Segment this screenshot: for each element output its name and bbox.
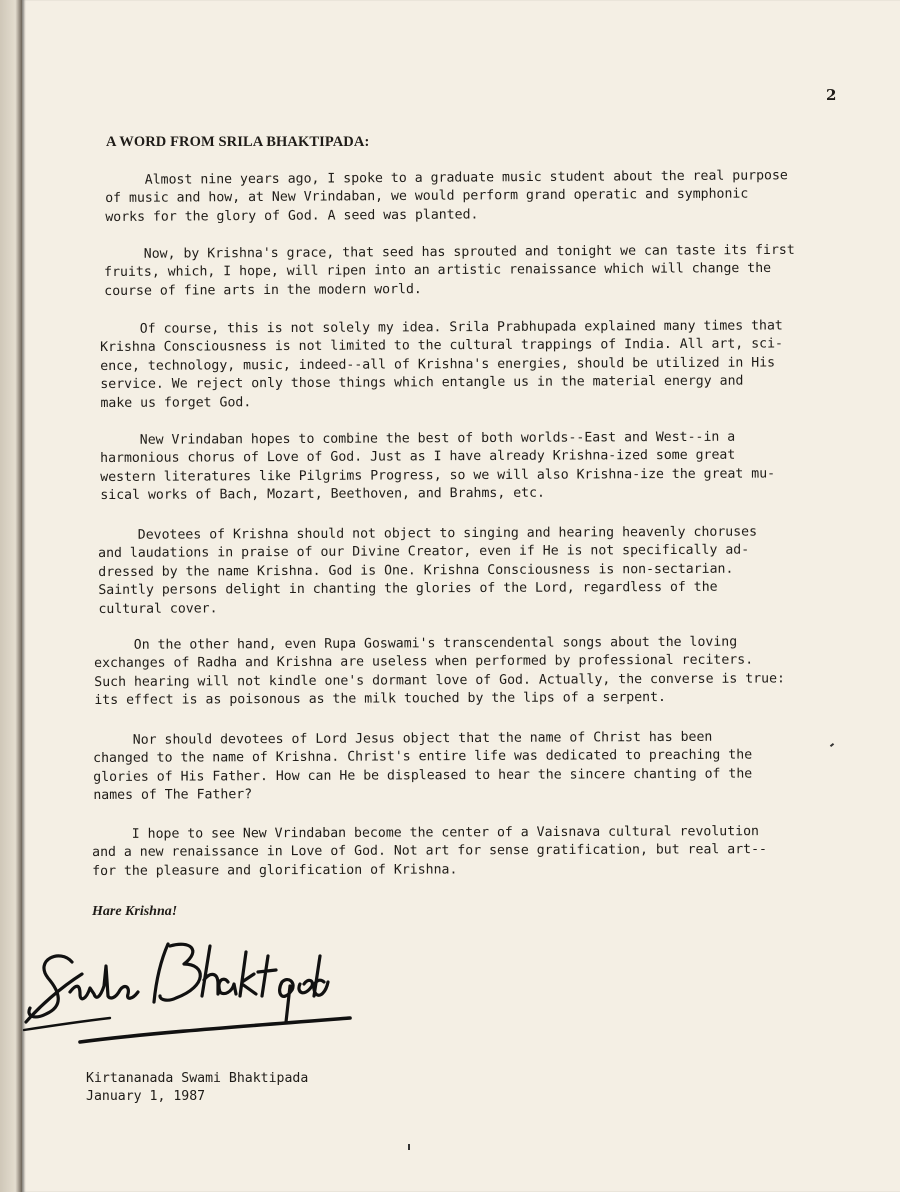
paragraph-1 xyxy=(105,167,788,227)
paragraph-7 xyxy=(93,729,752,806)
paragraph-8 xyxy=(92,823,767,881)
closing-salutation: Hare Krishna! xyxy=(92,904,178,919)
signatory-date: January 1, 1987 xyxy=(86,1089,206,1104)
text-line: for the pleasure and glorification of Krishna. xyxy=(92,862,458,879)
text-line: exchanges of Radha and Krishna are useless when performed by professional reciters. xyxy=(94,652,754,672)
text-line: western literatures like Pilgrims Progress, so we will also Krishna-ize the great mu- xyxy=(100,466,776,485)
text-line: Saintly persons delight in chanting the glories of the Lord, regardless of the xyxy=(98,579,718,599)
text-line: ence, technology, music, indeed--all of Krishna's energies, should be utilized in His xyxy=(100,355,776,374)
text-line: course of fine arts in the modern world. xyxy=(104,281,422,299)
text-line: Such hearing will not kindle one's dormant love of God. Actually, the converse is true: xyxy=(94,671,786,690)
text-line: its effect is as poisonous as the milk touched by the lips of a serpent. xyxy=(94,690,667,709)
text-line: dressed by the name Krishna. God is One. Krishna Consciousness is non-sectarian. xyxy=(98,561,734,580)
text-line: New Vrindaban hopes to combine the best of both worlds--East and West--in a xyxy=(100,429,736,448)
text-line: sical works of Bach, Mozart, Beethoven, and Brahms, etc. xyxy=(100,485,545,504)
text-line: Devotees of Krishna should not object to singing and hearing heavenly choruses xyxy=(98,524,758,543)
text-line: service. We reject only those things which entangle us in the material energy and xyxy=(100,373,744,393)
handwritten-signature xyxy=(20,926,380,1056)
text-line: fruits, which, I hope, will ripen into an artistic renaissance which will change the xyxy=(104,261,772,281)
text-line: Nor should devotees of Lord Jesus object that the name of Christ has been xyxy=(93,729,713,748)
text-line: glories of His Father. How can He be displeased to hear the sincere chanting of the xyxy=(93,766,753,785)
text-line: and laudations in praise of our Divine Creator, even if He is not specifically ad- xyxy=(98,542,750,562)
text-line: works for the glory of God. A seed was planted. xyxy=(105,207,479,225)
text-line: names of The Father? xyxy=(93,787,253,804)
text-line: and a new renaissance in Love of God. Not art for sense gratification, but real art-- xyxy=(92,842,768,861)
text-line: Of course, this is not solely my idea. Srila Prabhupada explained many times that xyxy=(100,318,783,337)
text-line: I hope to see New Vrindaban become the center of a Vaisnava cultural revolution xyxy=(92,824,759,842)
text-line: Now, by Krishna's grace, that seed has sprouted and tonight we can taste its first xyxy=(104,242,795,262)
text-line: harmonious chorus of Love of God. Just as I have already Krishna-ized some great xyxy=(100,448,736,467)
text-line: cultural cover. xyxy=(98,601,218,617)
paragraph-4 xyxy=(100,428,775,505)
signatory-name: Kirtananada Swami Bhaktipada xyxy=(86,1071,309,1086)
text-line: make us forget God. xyxy=(100,394,252,411)
paragraph-2 xyxy=(104,242,795,301)
text-line: On the other hand, even Rupa Goswami's transcendental songs about the loving xyxy=(94,634,738,653)
paragraph-6 xyxy=(94,633,785,710)
stray-mark xyxy=(408,1144,410,1150)
heading: A WORD FROM SRILA BHAKTIPADA: xyxy=(106,134,370,150)
page-edge xyxy=(0,0,22,1192)
page-number: 2 xyxy=(826,86,837,104)
paragraph-3 xyxy=(100,317,783,413)
paragraph-5 xyxy=(98,524,757,619)
text-line: changed to the name of Krishna. Christ's entire life was dedicated to preaching the xyxy=(93,747,753,767)
text-line: Krishna Consciousness is not limited to the cultural trappings of India. All art, sci- xyxy=(100,336,783,356)
text-line: Almost nine years ago, I spoke to a graduate music student about the real purpose xyxy=(105,168,788,188)
text-line: of music and how, at New Vrindaban, we would perform grand operatic and symphonic xyxy=(105,186,749,207)
